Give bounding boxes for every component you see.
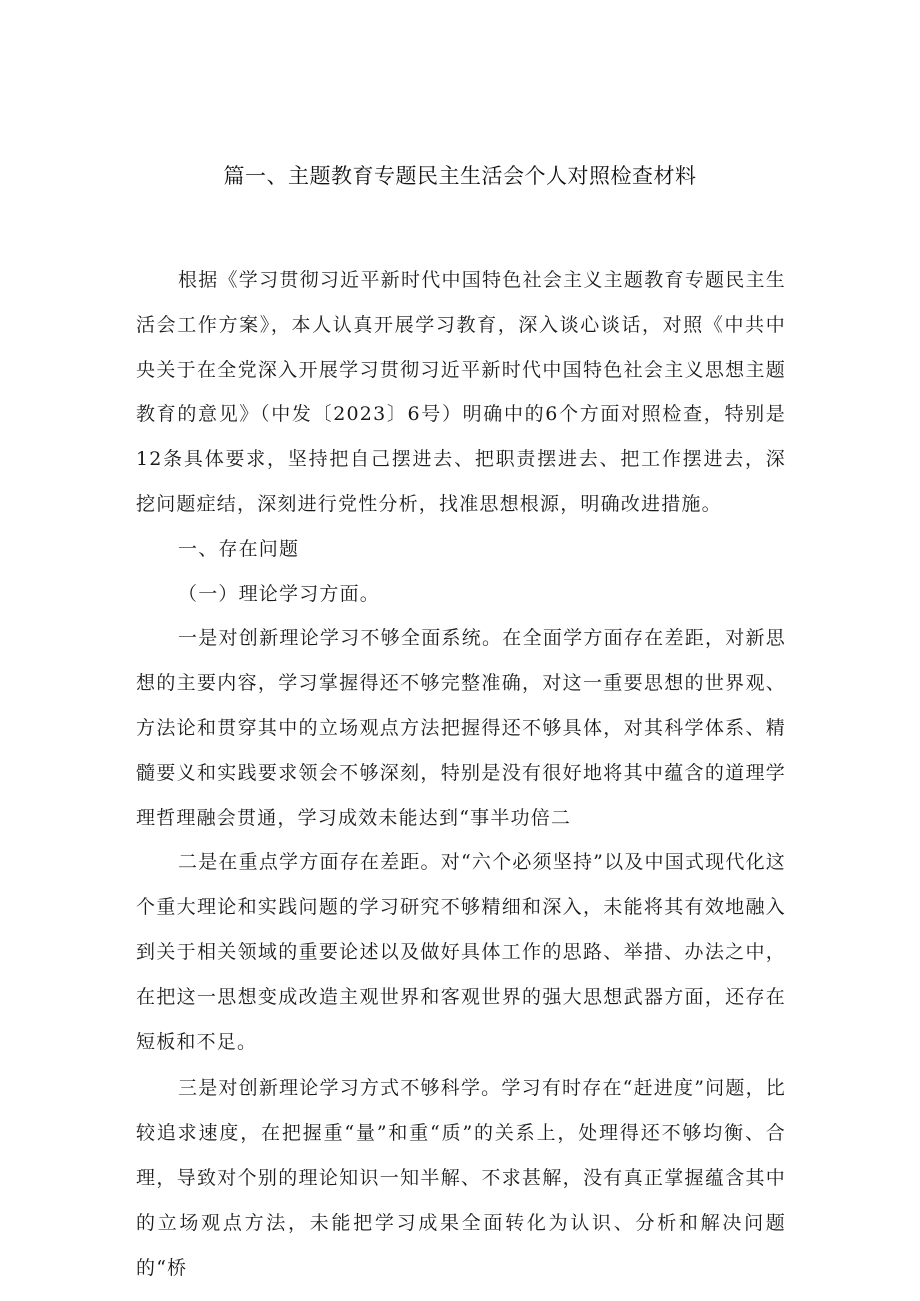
subsection-heading: （一）理论学习方面。 (178, 582, 381, 605)
document-body (136, 258, 786, 1290)
intro-paragraph: 根据《学习贯彻习近平新时代中国特色社会主义主题教育专题民主生活会工作方案》，本人认真开展学习教育，深入谈心谈话，对照《中共中央关于在全党深入开展学习贯彻习近平新时代中国特色社会主义思想主题教育的意见》（中发〔2023〕6号）明确中的6个方面对照检查，特别是12条具体要求，坚持把自己摆进去、把职责摆进去、把工作摆进去，深挖问题症结，深刻进行党性分析，找准思想根源，明确改进措施。 (136, 269, 786, 515)
paragraph-1: 一是对创新理论学习不够全面系统。在全面学方面存在差距，对新思想的主要内容，学习掌握得还不够完整准确，对这一重要思想的世界观、方法论和贯穿其中的立场观点方法把握得还不够具体，对其科学体系、精髓要义和实践要求领会不够深刻，特别是没有很好地将其中蕴含的道理学理哲理融会贯通，学习成效未能达到“事半功倍二 (136, 627, 786, 829)
paragraph-2: 二是在重点学方面存在差距。对“六个必须坚持”以及中国式现代化这个重大理论和实践问题的学习研究不够精细和深入，未能将其有效地融入到关于相关领域的重要论述以及做好具体工作的思路、举措、办法之中，在把这一思想变成改造主观世界和客观世界的强大思想武器方面，还存在短板和不足。 (136, 851, 786, 1053)
document-title: 篇一、主题教育专题民主生活会个人对照检查材料 (223, 164, 697, 188)
paragraph-3: 三是对创新理论学习方式不够科学。学习有时存在“赶进度”问题，比较追求速度，在把握重“量”和重“质”的关系上，处理得还不够均衡、合理，导致对个别的理论知识一知半解、不求甚解，没有真正掌握蕴含其中的立场观点方法，未能把学习成果全面转化为认识、分析和解决问题的“桥 (136, 1077, 786, 1279)
section-heading: 一、存在问题 (178, 537, 300, 560)
